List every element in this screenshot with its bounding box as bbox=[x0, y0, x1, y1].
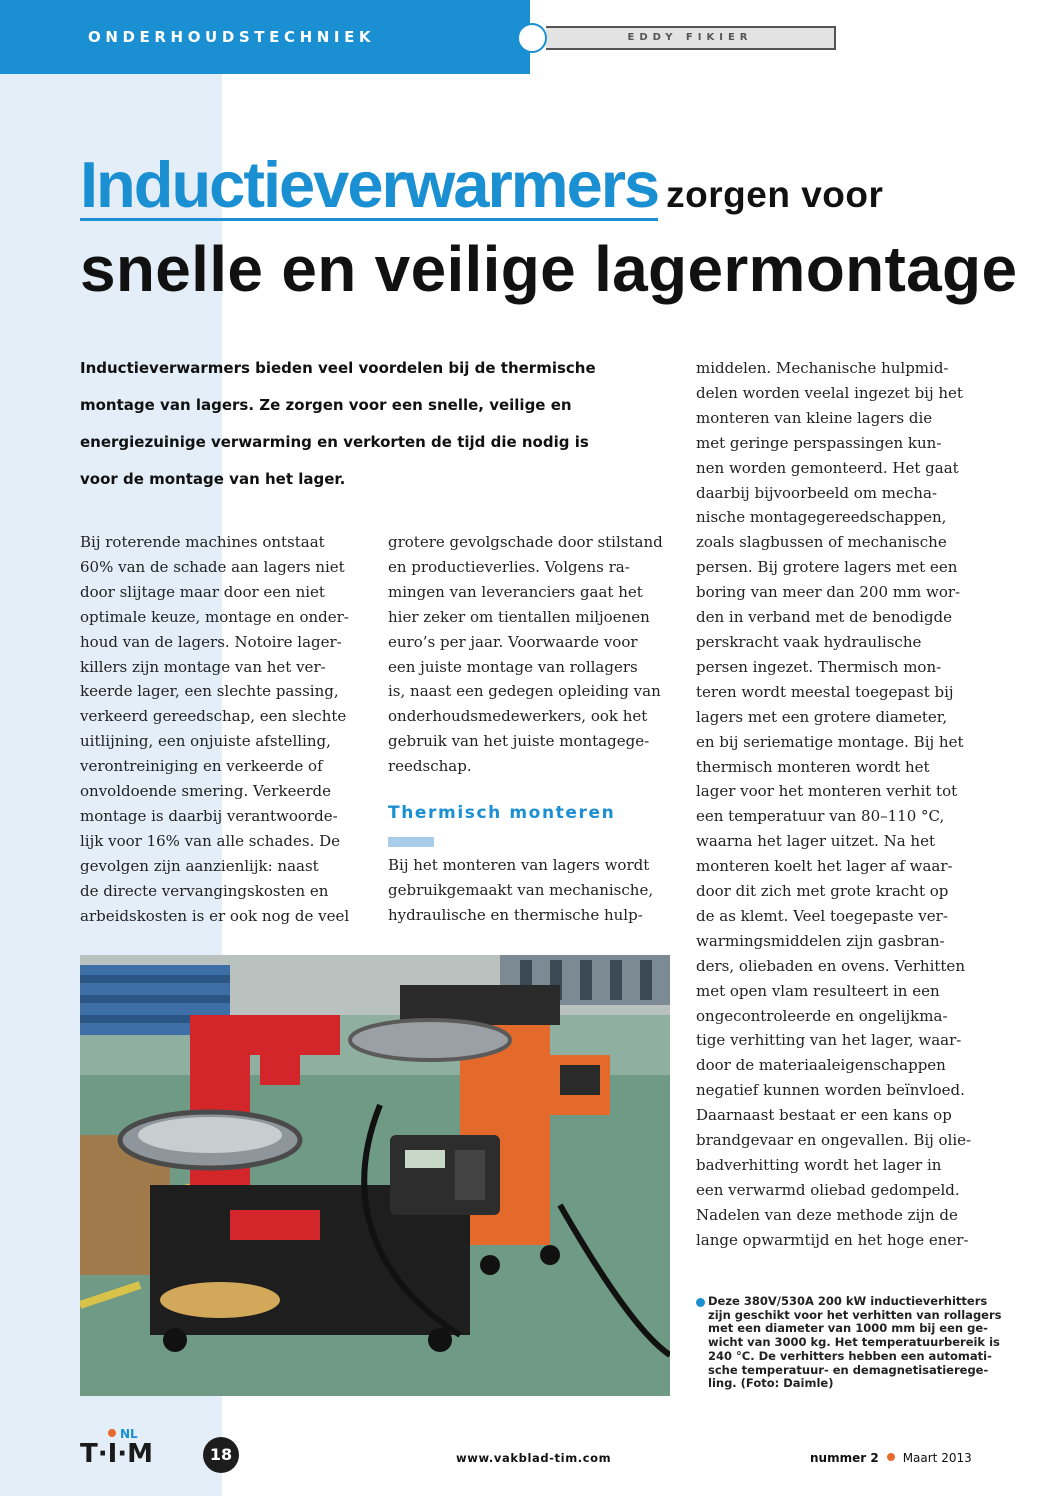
body-line: optimale keuze, montage en onder- bbox=[80, 607, 349, 626]
body-line: is, naast een gedegen opleiding van bbox=[388, 682, 661, 701]
body-line: de directe vervangingskosten en bbox=[80, 881, 329, 900]
body-line: den in verband met de benodigde bbox=[696, 608, 953, 627]
headline-small: zorgen voor bbox=[666, 174, 884, 215]
body-line: euro’s per jaar. Voorwaarde voor bbox=[388, 632, 638, 651]
body-line: hier zeker om tientallen miljoenen bbox=[388, 607, 650, 626]
issue-number: nummer 2 bbox=[810, 1451, 879, 1465]
body-column-1 bbox=[80, 530, 370, 929]
body-line: Daarnaast bestaat er een kans op bbox=[696, 1106, 952, 1125]
body-column-2 bbox=[388, 530, 678, 779]
body-line: teren wordt meestal toegepast bij bbox=[696, 682, 954, 701]
author-box bbox=[546, 26, 836, 50]
caption-line: met een diameter van 1000 mm bij een ge- bbox=[708, 1321, 988, 1336]
body-line: keerde lager, een slechte passing, bbox=[80, 682, 339, 701]
body-line: persen ingezet. Thermisch mon- bbox=[696, 657, 942, 676]
body-line: uitlijning, een onjuiste afstelling, bbox=[80, 732, 331, 751]
intro-line: Inductieverwarmers bieden veel voordelen bij de thermische bbox=[80, 359, 596, 377]
body-line: gebruikgemaakt van mechanische, bbox=[388, 880, 654, 899]
body-line: gevolgen zijn aanzienlijk: naast bbox=[80, 856, 319, 875]
subheading: Thermisch monteren bbox=[388, 803, 616, 823]
logo-country: NL bbox=[120, 1427, 138, 1441]
caption-line: wicht van 3000 kg. Het temperatuurbereik is bbox=[708, 1335, 1000, 1350]
body-line: ders, oliebaden en ovens. Verhitten bbox=[696, 956, 965, 975]
body-line: arbeidskosten is er ook nog de veel bbox=[80, 906, 350, 925]
caption-line: 240 °C. De verhitters hebben een automati- bbox=[708, 1348, 992, 1363]
caption-line: zijn geschikt voor het verhitten van rollagers bbox=[708, 1307, 1002, 1322]
body-line: persen. Bij grotere lagers met een bbox=[696, 558, 958, 577]
intro-line: montage van lagers. Ze zorgen voor een snelle, veilige en bbox=[80, 396, 572, 414]
body-line: tige verhitting van het lager, waar- bbox=[696, 1031, 962, 1050]
issue-date: Maart 2013 bbox=[902, 1451, 972, 1465]
body-line: delen worden veelal ingezet bij het bbox=[696, 383, 963, 402]
intro-line: voor de montage van het lager. bbox=[80, 470, 346, 488]
footer-url[interactable]: www.vakblad-tim.com bbox=[456, 1451, 612, 1465]
caption-line: ling. (Foto: Daimle) bbox=[708, 1376, 834, 1391]
body-line: zoals slagbussen of mechanische bbox=[696, 533, 947, 552]
body-column-3 bbox=[696, 356, 986, 1253]
body-line: Bij roterende machines ontstaat bbox=[80, 533, 325, 551]
body-line: Nadelen van deze methode zijn de bbox=[696, 1205, 958, 1224]
body-line: en productieverlies. Volgens ra- bbox=[388, 557, 630, 576]
body-line: reedschap. bbox=[388, 757, 472, 776]
body-line: boring van meer dan 200 mm wor- bbox=[696, 583, 961, 602]
tim-logo bbox=[80, 1424, 170, 1469]
body-line: monteren koelt het lager af waar- bbox=[696, 857, 953, 876]
body-line: onvoldoende smering. Verkeerde bbox=[80, 782, 331, 801]
body-line: waarna het lager uitzet. Na het bbox=[696, 832, 935, 851]
body-line: middelen. Mechanische hulpmid- bbox=[696, 359, 949, 377]
headline-line-2: snelle en veilige lagermontage bbox=[80, 233, 1018, 305]
body-line: 60% van de schade aan lagers niet bbox=[80, 557, 345, 576]
footer-issue bbox=[810, 1451, 972, 1465]
photo-illustration bbox=[80, 955, 670, 1396]
body-line: ongecontroleerde en ongelijkma- bbox=[696, 1006, 948, 1025]
body-line: door slijtage maar door een niet bbox=[80, 582, 325, 601]
body-line: verontreiniging en verkeerde of bbox=[80, 757, 323, 776]
body-line: nen worden gemonteerd. Het gaat bbox=[696, 458, 959, 477]
body-line: door de materiaaleigenschappen bbox=[696, 1056, 946, 1075]
body-line: brandgevaar en ongevallen. Bij olie- bbox=[696, 1131, 972, 1150]
induction-heater-photo bbox=[80, 955, 670, 1396]
body-line: monteren van kleine lagers die bbox=[696, 408, 933, 427]
body-line: door dit zich met grote kracht op bbox=[696, 882, 949, 901]
body-line: grotere gevolgschade door stilstand bbox=[388, 533, 663, 551]
intro-line: energiezuinige verwarming en verkorten de tijd die nodig is bbox=[80, 433, 589, 451]
section-header-bar bbox=[0, 0, 530, 74]
tim-logo-icon bbox=[80, 1424, 170, 1469]
headline-accent: Inductieverwarmers bbox=[80, 148, 659, 221]
body-line: nische montagegereedschappen, bbox=[696, 508, 947, 527]
caption-line: sche temperatuur- en demagnetisatierege- bbox=[708, 1362, 989, 1377]
body-line: lange opwarmtijd en het hoge ener- bbox=[696, 1230, 969, 1249]
body-line: verkeerd gereedschap, een slechte bbox=[80, 707, 347, 726]
caption-line: Deze 380V/530A 200 kW inductieverhitters bbox=[708, 1294, 988, 1308]
body-line: een juiste montage van rollagers bbox=[388, 657, 638, 676]
body-line: lagers met een grotere diameter, bbox=[696, 707, 948, 726]
body-line: een verwarmd oliebad gedompeld. bbox=[696, 1180, 960, 1199]
body-line: mingen van leveranciers gaat het bbox=[388, 582, 643, 601]
body-line: hydraulische en thermische hulp- bbox=[388, 905, 643, 924]
subheading-bar bbox=[388, 837, 434, 847]
body-line: met geringe perspassingen kun- bbox=[696, 433, 942, 452]
intro-paragraph bbox=[80, 350, 660, 498]
footer-dot-icon bbox=[887, 1453, 895, 1461]
body-line: montage is daarbij verantwoorde- bbox=[80, 806, 338, 825]
logo-text: T·I·M bbox=[80, 1439, 154, 1469]
body-line: daarbij bijvoorbeeld om mecha- bbox=[696, 483, 937, 502]
body-line: gebruik van het juiste montagege- bbox=[388, 732, 650, 751]
headline-line-1 bbox=[80, 148, 884, 221]
body-line: negatief kunnen worden beïnvloed. bbox=[696, 1081, 965, 1100]
body-column-2-continued bbox=[388, 853, 678, 928]
page-number: 18 bbox=[203, 1437, 239, 1473]
section-label: ONDERHOUDSTECHNIEK bbox=[88, 28, 376, 46]
body-line: killers zijn montage van het ver- bbox=[80, 657, 326, 676]
body-line: met open vlam resulteert in een bbox=[696, 981, 940, 1000]
body-line: perskracht vaak hydraulische bbox=[696, 632, 922, 651]
author-name: EDDY FIKIER bbox=[627, 32, 753, 43]
author-dot-icon bbox=[517, 23, 547, 53]
body-line: badverhitting wordt het lager in bbox=[696, 1156, 942, 1174]
body-line: lager voor het monteren verhit tot bbox=[696, 782, 958, 801]
body-line: een temperatuur van 80–110 °C, bbox=[696, 807, 945, 826]
body-line: de as klemt. Veel toegepaste ver- bbox=[696, 906, 948, 925]
photo-caption bbox=[696, 1294, 1002, 1391]
body-line: en bij seriematige montage. Bij het bbox=[696, 732, 964, 751]
caption-bullet-icon bbox=[696, 1298, 705, 1307]
body-line: onderhoudsmedewerkers, ook het bbox=[388, 707, 648, 726]
body-line: houd van de lagers. Notoire lager- bbox=[80, 632, 342, 651]
body-line: lijk voor 16% van alle schades. De bbox=[80, 831, 341, 850]
body-line: Bij het monteren van lagers wordt bbox=[388, 856, 650, 874]
body-line: thermisch monteren wordt het bbox=[696, 757, 930, 776]
body-line: warmingsmiddelen zijn gasbran- bbox=[696, 931, 945, 950]
